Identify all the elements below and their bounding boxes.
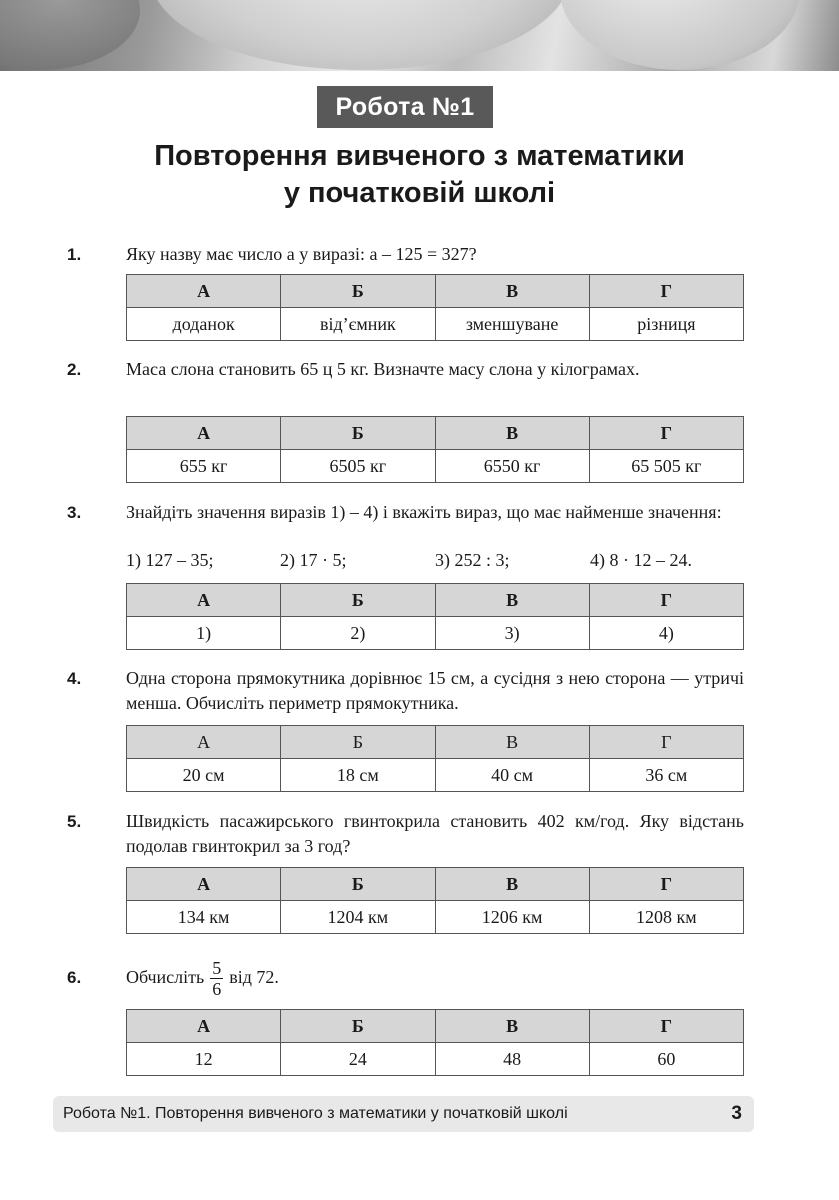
answer-letter: А: [127, 868, 281, 901]
answer-letter: Б: [281, 275, 435, 308]
answer-letter: В: [435, 868, 589, 901]
answer-letter: Б: [281, 1010, 435, 1043]
answer-option: 36 см: [589, 759, 743, 792]
answer-option: 65 505 кг: [589, 450, 743, 483]
answer-letter: В: [435, 584, 589, 617]
task-text: Маса слона становить 65 ц 5 кг. Визначте масу слона у кілограмах.: [126, 359, 640, 379]
answer-option: доданок: [127, 308, 281, 341]
answer-option: 1206 км: [435, 901, 589, 934]
answer-letter: А: [127, 584, 281, 617]
task-text: Знайдіть значення виразів 1) – 4) і вкажіть вираз, що має найменше значення:: [126, 502, 722, 522]
task-number: 5.: [67, 812, 82, 831]
answer-option: 24: [281, 1043, 435, 1076]
answer-letter: Г: [589, 584, 743, 617]
answer-option: 2): [281, 617, 435, 650]
expression-option: 1) 127 – 35;: [126, 550, 214, 570]
fraction-denominator: 6: [212, 979, 222, 1000]
answer-option: 6550 кг: [435, 450, 589, 483]
task-number: 4.: [67, 669, 82, 688]
task-number: 6.: [67, 968, 82, 987]
answer-option: 134 км: [127, 901, 281, 934]
answer-table-6: [126, 1009, 744, 1076]
answer-letter: А: [127, 1010, 281, 1043]
answer-option: 60: [589, 1043, 743, 1076]
page-number: 3: [731, 1103, 742, 1124]
answer-letter: Г: [589, 868, 743, 901]
task-text-before: Обчисліть: [126, 967, 205, 987]
answer-letter: Б: [281, 417, 435, 450]
answer-letter: Б: [281, 584, 435, 617]
task-text-after: від 72.: [229, 967, 279, 987]
expression-option: 2) 17 · 5;: [280, 550, 347, 570]
answer-letter: В: [435, 417, 589, 450]
page-title: [40, 138, 799, 212]
answer-letter: Б: [281, 868, 435, 901]
answer-table-1: [126, 274, 744, 341]
answer-letter: Г: [589, 417, 743, 450]
answer-option: від’ємник: [281, 308, 435, 341]
footer-title: Робота №1. Повторення вивченого з математики у початковій школі: [63, 1105, 568, 1122]
answer-option: 48: [435, 1043, 589, 1076]
answer-letter: Г: [589, 726, 743, 759]
answer-table-4: [126, 725, 744, 792]
answer-table-3: [126, 583, 744, 650]
task-text: Швидкість пасажирського гвинтокрила становить 402 км/год. Яку відстань подолав гвинтокрил за 3 год?: [126, 811, 744, 856]
task-number: 2.: [67, 360, 82, 379]
answer-option: зменшуване: [435, 308, 589, 341]
answer-letter: Г: [589, 1010, 743, 1043]
task-number: 3.: [67, 503, 82, 522]
answer-option: 3): [435, 617, 589, 650]
answer-letter: А: [127, 417, 281, 450]
answer-letter: А: [127, 275, 281, 308]
answer-letter: Г: [589, 275, 743, 308]
answer-table-2: [126, 416, 744, 483]
task-text: [126, 953, 744, 1001]
work-label: Робота №1: [317, 86, 493, 128]
answer-letter: Б: [281, 726, 435, 759]
answer-option: 20 см: [127, 759, 281, 792]
expression-option: 4) 8 · 12 – 24.: [590, 550, 692, 570]
answer-option: різниця: [589, 308, 743, 341]
fraction-numerator: 5: [212, 958, 222, 979]
answer-letter: В: [435, 1010, 589, 1043]
answer-table-5: [126, 867, 744, 934]
answer-letter: А: [127, 726, 281, 759]
answer-option: 655 кг: [127, 450, 281, 483]
answer-option: 1204 км: [281, 901, 435, 934]
answer-option: 6505 кг: [281, 450, 435, 483]
answer-option: 40 см: [435, 759, 589, 792]
answer-option: 12: [127, 1043, 281, 1076]
header-decoration: [0, 0, 839, 71]
title-line-2: у початковій школі: [283, 177, 556, 209]
answer-option: 18 см: [281, 759, 435, 792]
page-footer: [53, 1096, 754, 1132]
task-text: Яку назву має число a у виразі: a – 125 = 327?: [126, 244, 477, 264]
title-line-1: Повторення вивченого з математики: [154, 140, 685, 172]
answer-letter: В: [435, 275, 589, 308]
answer-option: 1208 км: [589, 901, 743, 934]
answer-letter: В: [435, 726, 589, 759]
answer-option: 1): [127, 617, 281, 650]
task-number: 1.: [67, 245, 82, 264]
expression-option: 3) 252 : 3;: [435, 550, 510, 570]
task-text: Одна сторона прямокутника дорівнює 15 см, а сусідня з нею сторона — утричі менша. Обчисліть периметр прямокутника.: [126, 668, 744, 713]
answer-option: 4): [589, 617, 743, 650]
fraction: [210, 958, 223, 999]
